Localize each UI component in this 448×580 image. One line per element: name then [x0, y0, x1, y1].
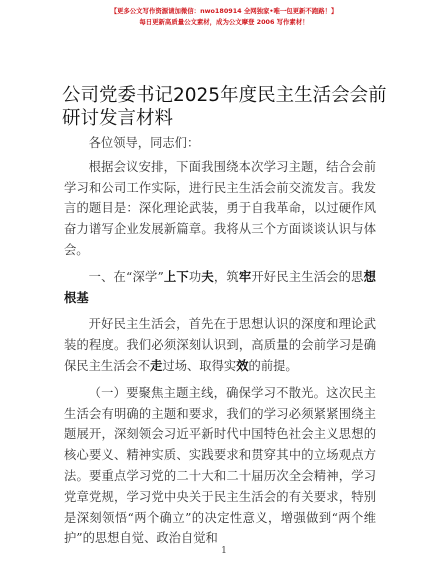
page-number: 1: [221, 546, 227, 556]
document-body: [64, 133, 376, 549]
intro-paragraph: 根据会议安排，下面我围绕本次学习主题，结合会前学习和公司工作实际，进行民主生活会前交流发言。我发言的题目是：深化理论武装，勇于自我革命，以过硬作风奋力谱写企业发展新篇章。我将从三个方面谈谈认识与体会。: [64, 159, 376, 257]
section-heading-1: 一、在“深学”上下功夫，筑牢开好民主生活会的思想根基: [64, 268, 376, 305]
promo-banner: [0, 6, 448, 28]
greeting: 各位领导，同志们：: [88, 136, 200, 150]
body-paragraph-2: 开好民主生活会，首先在于思想认识的深度和理论武装的程度。我们必须深刻认识到，高质量的会前学习是确保民主生活会不走过场、取得实效的前提。: [64, 317, 376, 373]
body-paragraph-3: （一）要聚焦主题主线，确保学习不散光。这次民主生活会有明确的主题和要求，我们的学习必须紧紧围绕主题展开，深刻领会习近平新时代中国特色社会主义思想的核心要义、精神实质、实践要求和贯穿其中的立场观点方法。要重点学习党的二十大和二十届历次全会精神，学习党章党规，学习党中央关于民主生活会的有关要求，特别是深刻领悟“两个确立”的决定性意义，增强做到“两个维护”的思想自觉、政治自觉和: [64, 385, 376, 546]
banner-line-2: 每日更新高质量公文素材，成为公文摩登 2006 写作素材！: [139, 18, 309, 26]
banner-line-1: 【更多公文写作资源请加微信：nwo180914 全网独家•唯一包更新不跑路！】: [110, 7, 338, 15]
document-title: 公司党委书记2025年度民主生活会会前研讨发言材料: [62, 85, 387, 129]
